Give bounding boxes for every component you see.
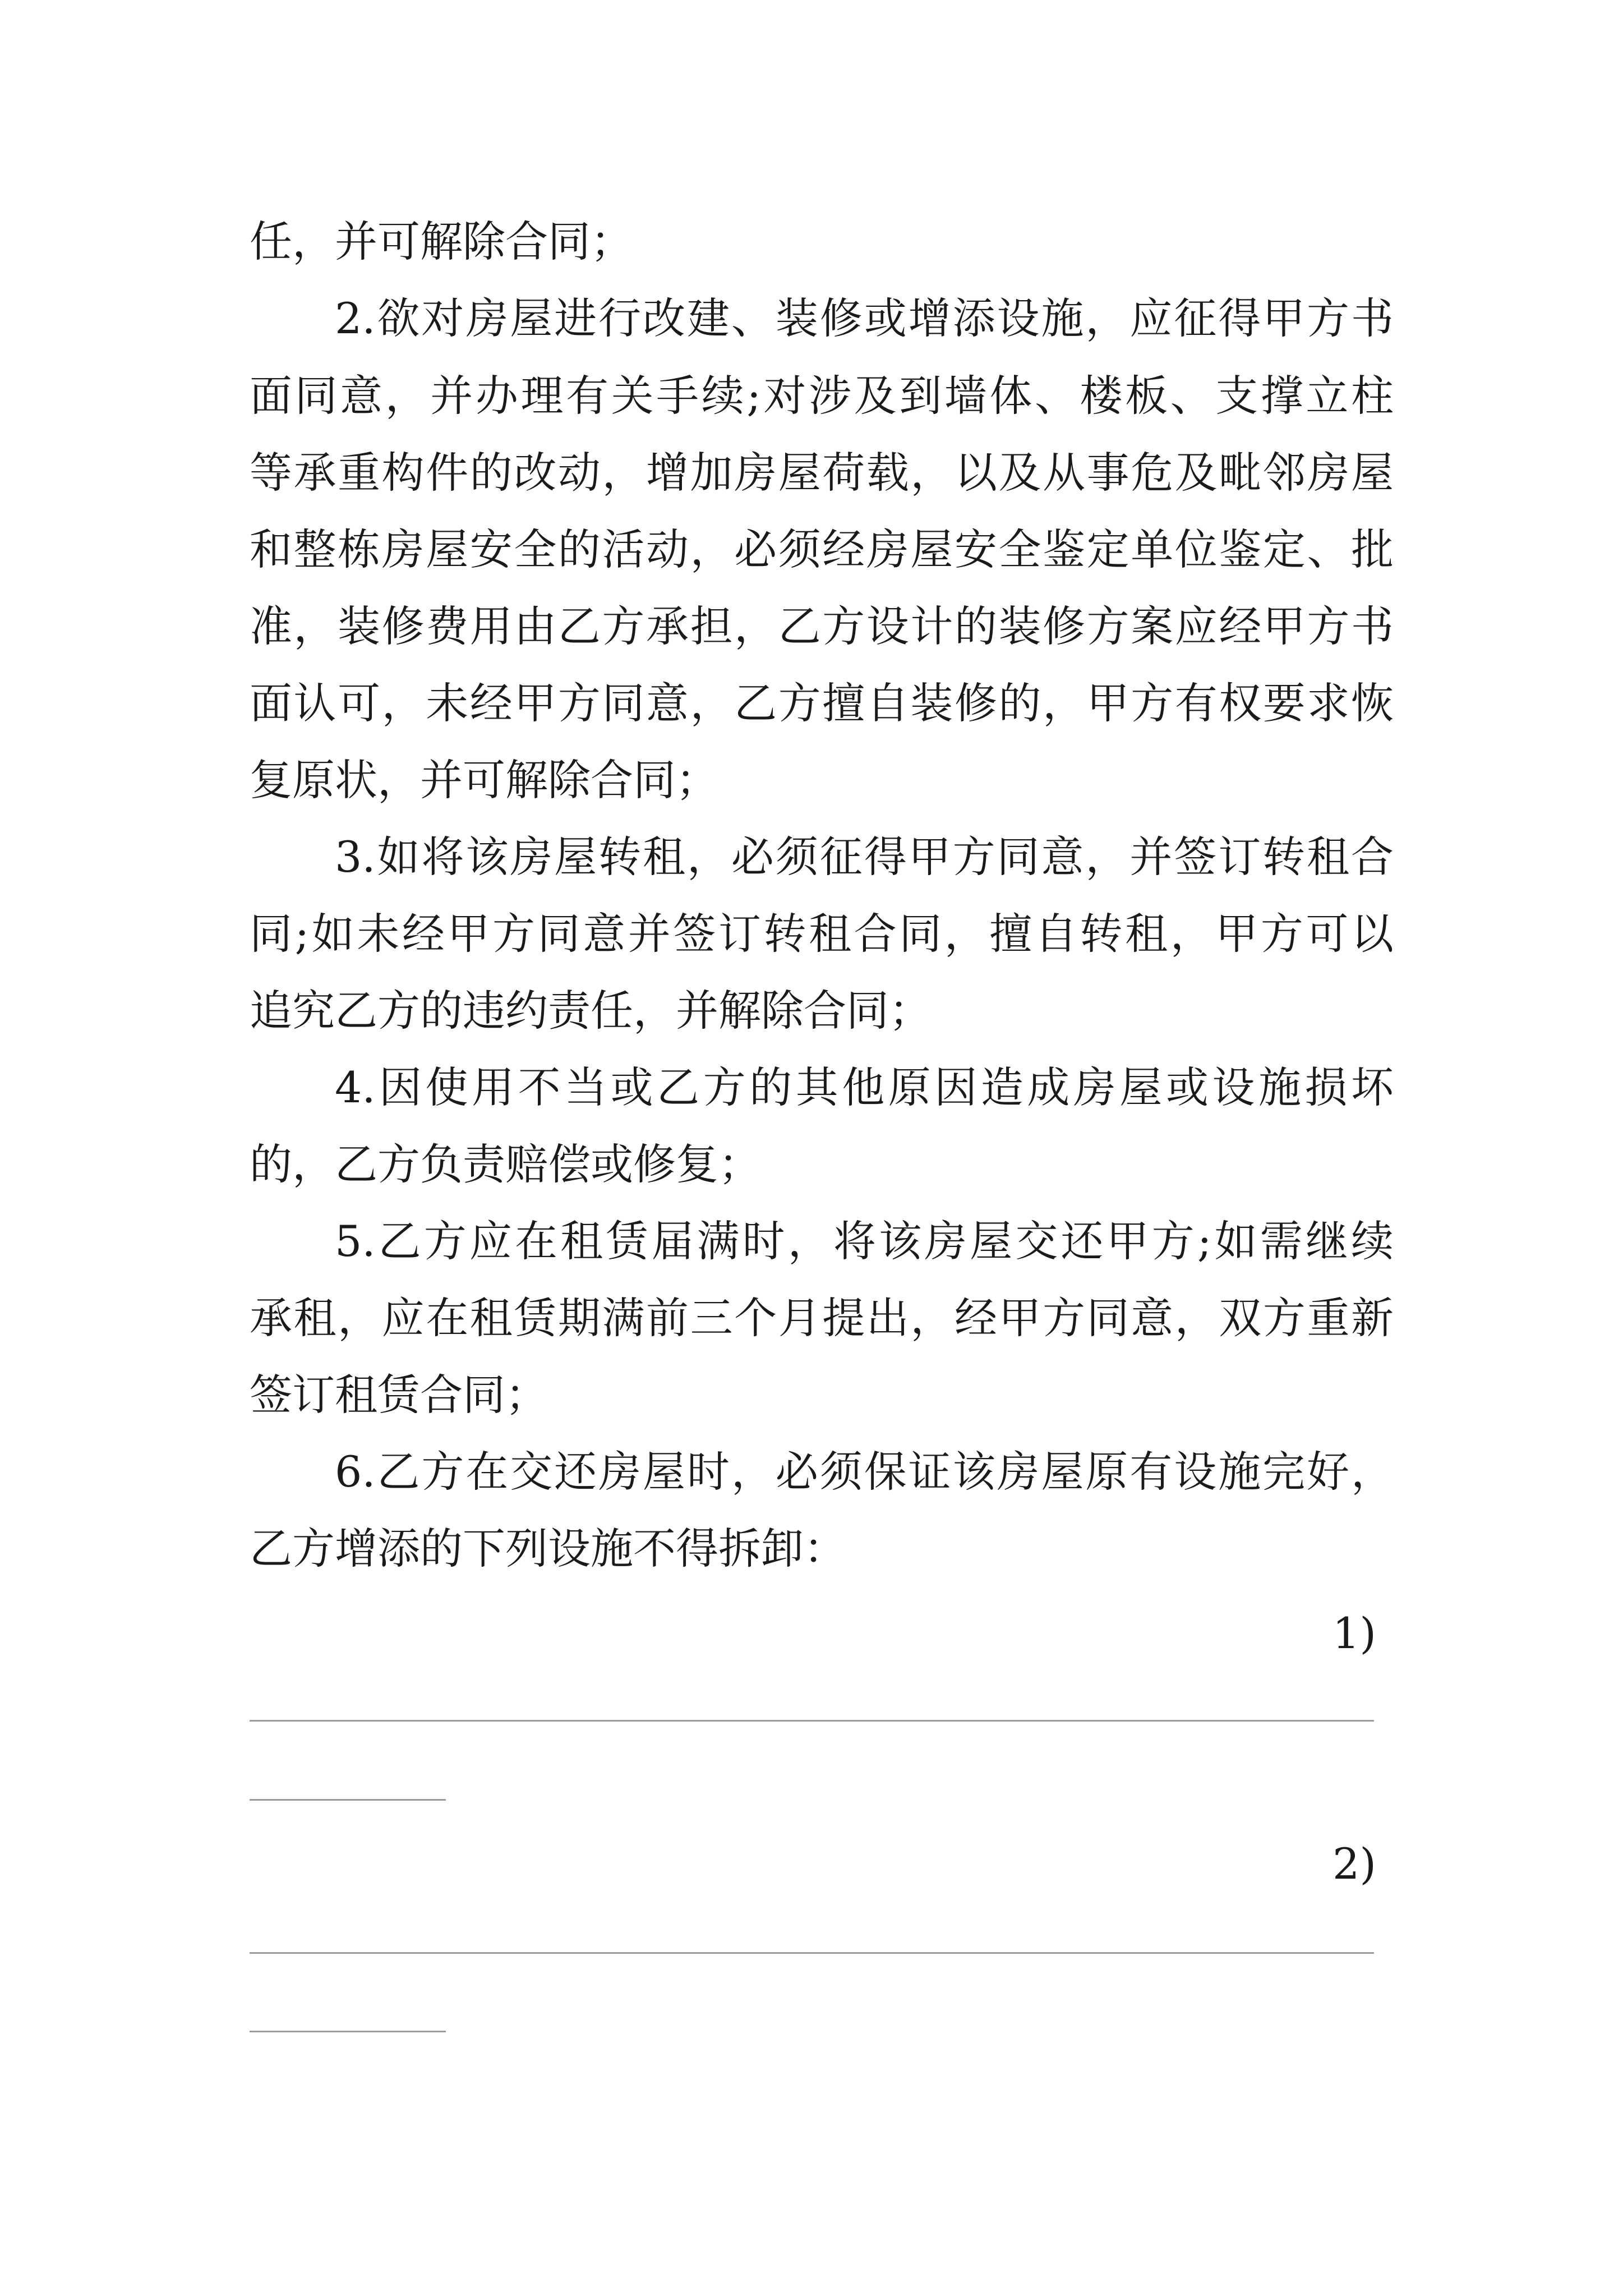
text-line: 等承重构件的改动，增加房屋荷载，以及从事危及毗邻房屋 [250, 448, 1394, 498]
text-line: 承租，应在租赁期满前三个月提出，经甲方同意，双方重新 [250, 1293, 1394, 1343]
text-line: 2.欲对房屋进行改建、装修或增添设施，应征得甲方书 [335, 293, 1394, 343]
fill-in-blank-line [250, 2031, 446, 2032]
text-line: 的，乙方负责赔偿或修复； [250, 1139, 761, 1189]
text-line: 复原状，并可解除合同； [250, 755, 718, 805]
text-line: 5.乙方应在租赁届满时，将该房屋交还甲方;如需继续 [335, 1216, 1394, 1266]
text-line: 3.如将该房屋转租，必须征得甲方同意，并签订转租合 [335, 832, 1394, 882]
item-number-2: 2) [1332, 1839, 1376, 1889]
text-line: 和整栋房屋安全的活动，必须经房屋安全鉴定单位鉴定、批 [250, 524, 1394, 574]
text-line: 乙方增添的下列设施不得拆卸： [250, 1524, 846, 1573]
text-line: 面认可，未经甲方同意，乙方擅自装修的，甲方有权要求恢 [250, 678, 1394, 728]
text-line: 签订租赁合同； [250, 1370, 548, 1420]
fill-in-blank-line [250, 1799, 446, 1801]
text-line: 4.因使用不当或乙方的其他原因造成房屋或设施损坏 [335, 1062, 1394, 1112]
text-line: 任，并可解除合同； [250, 217, 633, 266]
text-line: 准，装修费用由乙方承担，乙方设计的装修方案应经甲方书 [250, 601, 1394, 651]
fill-in-blank-line [250, 1952, 1374, 1954]
fill-in-blank-line [250, 1720, 1374, 1722]
text-line: 6.乙方在交还房屋时，必须保证该房屋原有设施完好， [335, 1447, 1394, 1497]
text-line: 追究乙方的违约责任，并解除合同； [250, 986, 932, 1036]
text-line: 同;如未经甲方同意并签订转租合同，擅自转租，甲方可以 [250, 909, 1394, 959]
item-number-1: 1) [1332, 1608, 1376, 1658]
text-line: 面同意，并办理有关手续;对涉及到墙体、楼板、支撑立柱 [250, 371, 1394, 421]
